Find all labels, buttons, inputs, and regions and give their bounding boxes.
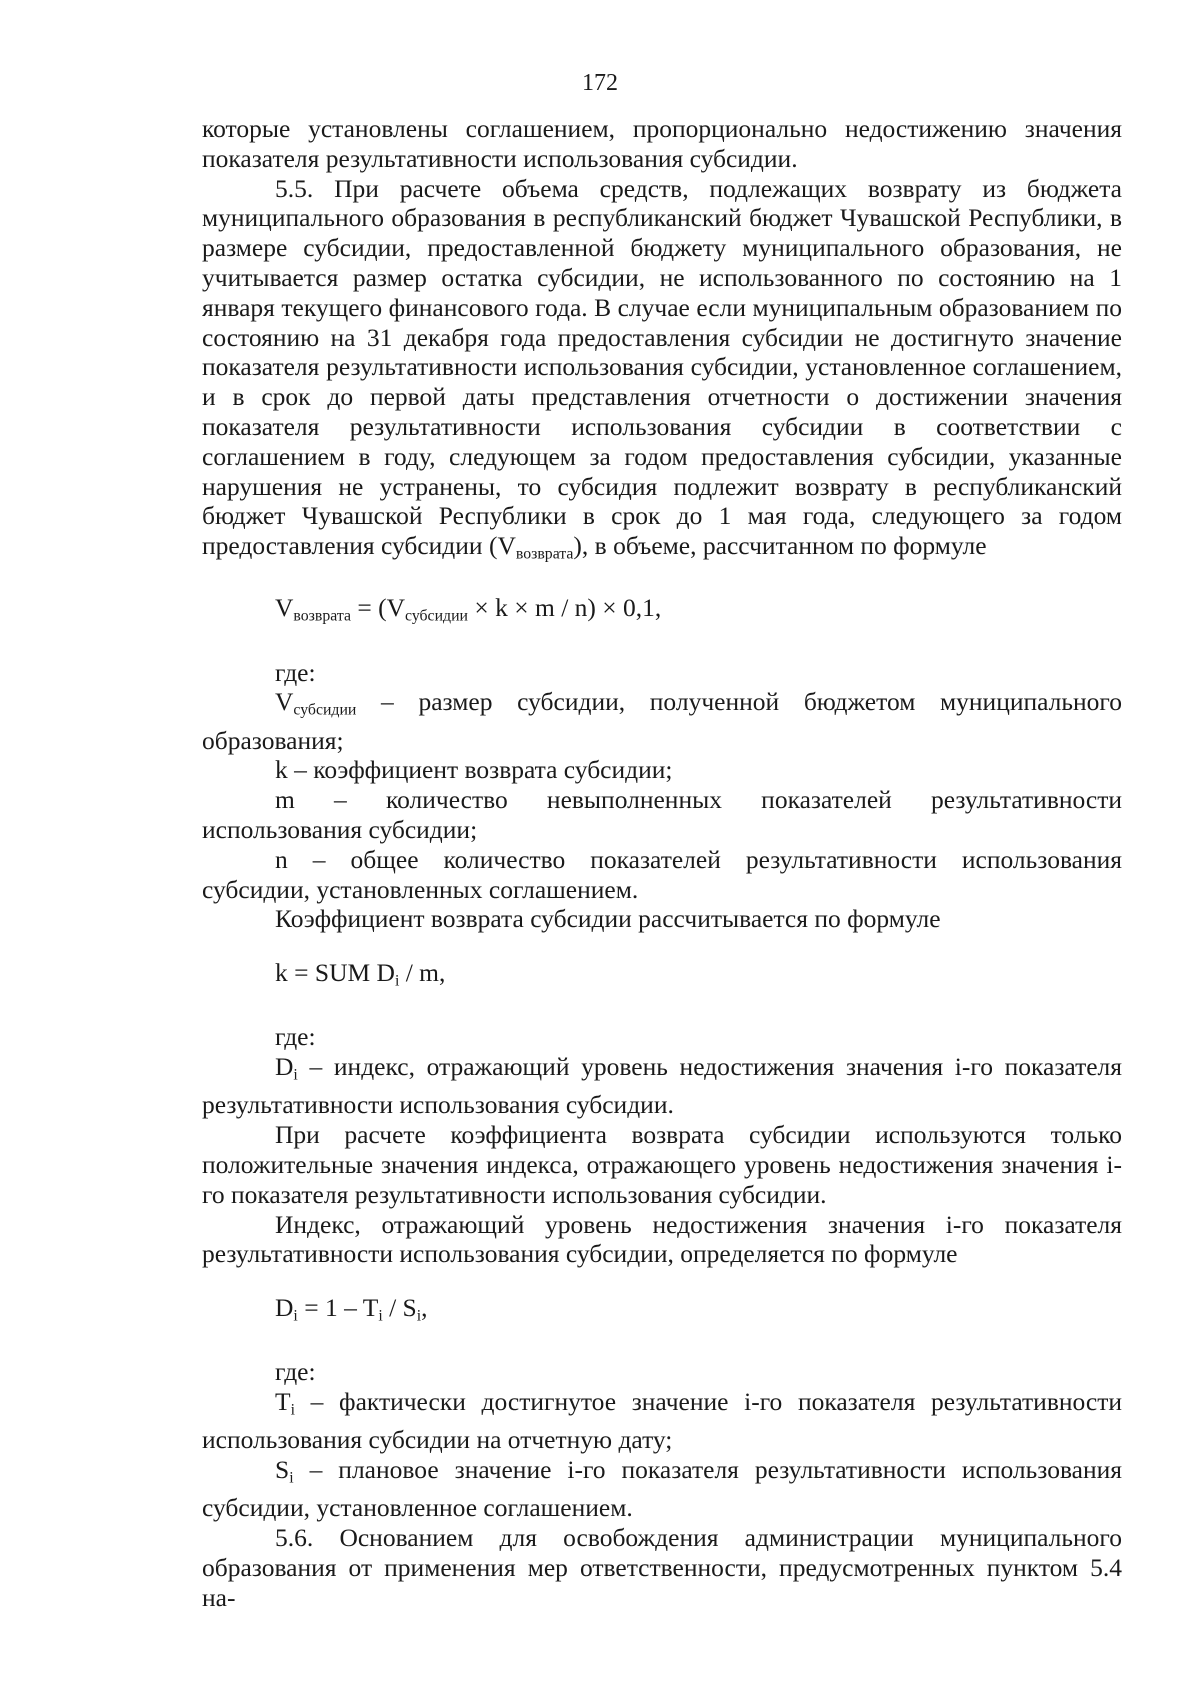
definition-m: m – количество невыполненных показателей результативности использования субсидии; <box>202 785 1122 844</box>
def-s-text: – плановое значение i-го показателя результативности использования субсидии, установленное соглашением. <box>202 1455 1122 1523</box>
formula-d-subscript: i <box>293 1307 298 1325</box>
formula-v-return <box>202 593 1122 631</box>
paragraph-5-5 <box>202 174 1122 570</box>
document-body <box>202 114 1122 1613</box>
formula-v: V <box>275 593 294 623</box>
definition-t <box>202 1387 1122 1455</box>
def-s-subscript: i <box>289 1469 294 1487</box>
paragraph-line <box>202 114 1122 144</box>
formula-k <box>202 958 1122 996</box>
formula-k-b: / m, <box>399 958 446 988</box>
paragraph-5-5-text: 5.5. При расчете объема средств, подлежащих возврату из бюджета муниципального образования в республиканский бюджет Чувашской Республики, в размере субсидии, предоставленной бюджету муниципального образования, не учитывается размер остатка субсидии, не использованного по состоянию на 1 января текущего финансового года. В случае если муниципальным образованием по состоянию на 31 декабря года предоставления субсидии не достигнуто значение показателя результативности использования субсидии, установленное соглашением, и в срок до первой даты представления отчетности о достижении значения показателя результативности использования субсидии в соответствии с соглашением в году, следующем за годом предоставления субсидии, указанные нарушения не устранены, то субсидия подлежит возврату в республиканский бюджет Чувашской Республики в срок до 1 мая года, следующего за годом предоставления субсидии (V <box>202 173 1122 561</box>
formula-rest: × k × m / n) × 0,1, <box>467 593 662 623</box>
text-line-1: которые установлены соглашением, пропорционально недостижению значения <box>202 114 1122 143</box>
def-v-subscript: субсидии <box>293 701 357 719</box>
paragraph-index-formula: Индекс, отражающий уровень недостижения значения i-го показателя результативности использования субсидии, определяется по формуле <box>202 1209 1122 1269</box>
formula-d-end: , <box>421 1293 428 1323</box>
v-return-subscript: возврата <box>515 545 574 563</box>
text-line-2: показателя результативности использования субсидии. <box>202 143 798 173</box>
definition-n: n – общее количество показателей результативности использования субсидии, установленных соглашением. <box>202 844 1122 904</box>
formula-d-mid2: / S <box>382 1293 417 1323</box>
definition-d <box>202 1052 1122 1120</box>
definition-k: k – коэффициент возврата субсидии; <box>275 755 673 785</box>
def-v: V <box>275 687 294 717</box>
def-t: T <box>275 1387 291 1417</box>
def-t-subscript: i <box>290 1401 295 1419</box>
formula-k-subscript: i <box>394 972 400 990</box>
paragraph-positive-values: При расчете коэффициента возврата субсидии используются только положительные значения индекса, отражающего уровень недостижения значения i-го показателя результативности использования субсидии. <box>202 1120 1122 1209</box>
def-v-text: – размер субсидии, полученной бюджетом муниципального образования; <box>202 687 1122 755</box>
paragraph-5-5-end: ), в объеме, рассчитанном по формуле <box>573 531 987 561</box>
formula-k-a: k = SUM D <box>275 958 395 988</box>
paragraph-5-6: 5.6. Основанием для освобождения администрации муниципального образования от применения мер ответственности, предусмотренных пунктом 5.4 на- <box>202 1523 1122 1612</box>
where-label: где: <box>275 1022 316 1052</box>
where-label: где: <box>275 1357 316 1387</box>
formula-s-subscript: i <box>416 1307 422 1325</box>
definition-v-subsidy <box>202 687 1122 755</box>
def-t-text: – фактически достигнутое значение i-го показателя результативности использования субсидии на отчетную дату; <box>202 1387 1122 1455</box>
def-d: D <box>275 1052 294 1082</box>
formula-v-subscript: возврата <box>293 607 351 625</box>
definition-s <box>202 1455 1122 1523</box>
def-d-text: – индекс, отражающий уровень недостижения значения i-го показателя результативности использования субсидии. <box>202 1052 1122 1120</box>
formula-eq: = (V <box>350 593 406 623</box>
formula-d <box>202 1293 1122 1331</box>
def-s: S <box>275 1455 290 1485</box>
formula-d-mid: = 1 – T <box>297 1293 379 1323</box>
formula-vs-subscript: субсидии <box>405 607 468 625</box>
formula-t-subscript: i <box>378 1307 383 1325</box>
page-number: 172 <box>582 70 618 96</box>
where-label: где: <box>275 657 316 687</box>
paragraph-line <box>202 144 1122 174</box>
coefficient-intro: Коэффициент возврата субсидии рассчитывается по формуле <box>275 904 941 934</box>
formula-d-d: D <box>275 1293 294 1323</box>
def-d-subscript: i <box>293 1066 298 1084</box>
